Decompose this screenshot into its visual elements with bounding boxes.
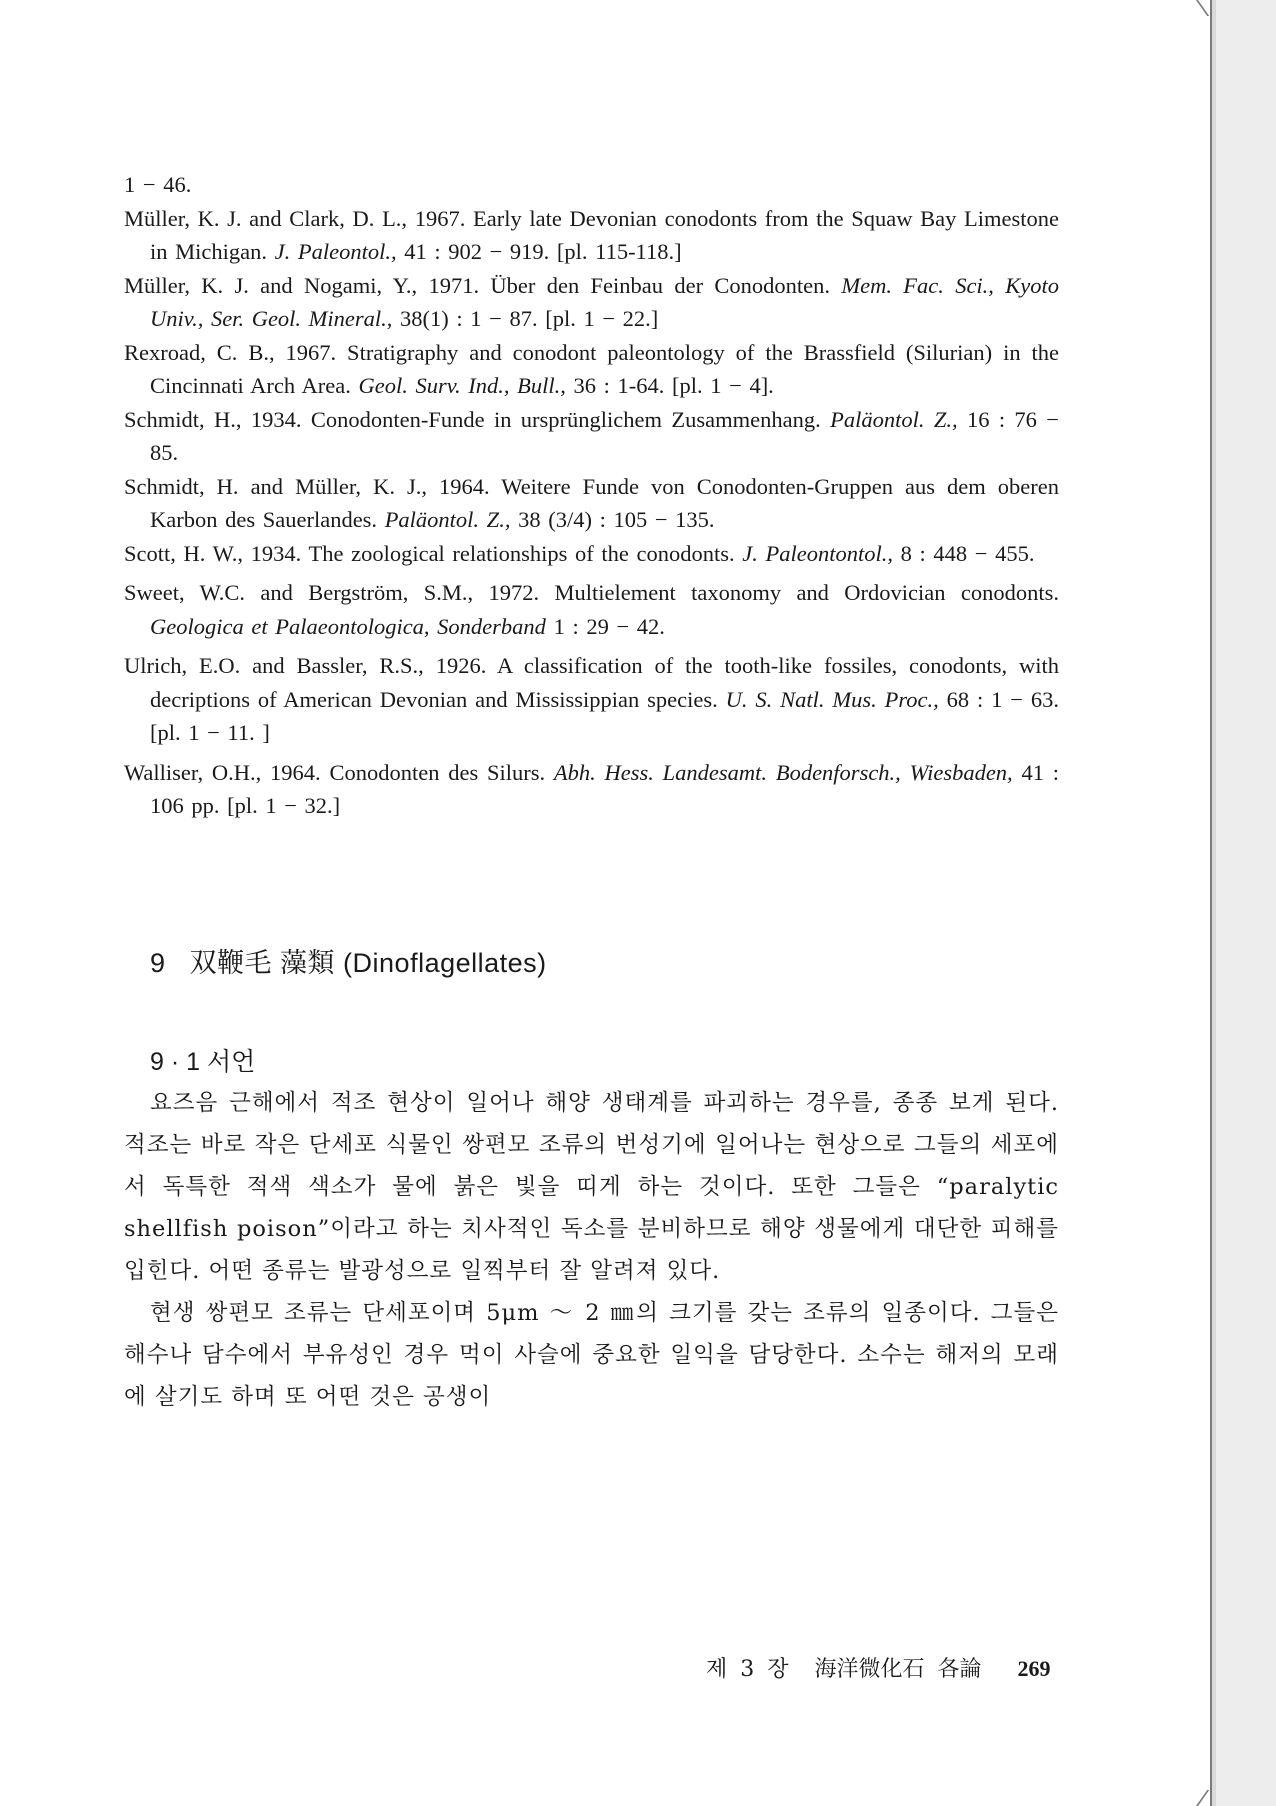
reference-entry: Sweet, W.C. and Bergström, S.M., 1972. Multielement taxonomy and Ordovician conodonts. Geologica et Palaeontologica, Sonderband 1 : 29 − 42.	[124, 580, 1059, 639]
chapter-number: 9	[150, 947, 166, 978]
reference-entry: Schmidt, H. and Müller, K. J., 1964. Weitere Funde von Conodonten-Gruppen aus dem oberen Karbon des Sauerlandes. Paläontol. Z., 38 (3/4) : 105 − 135.	[124, 473, 1059, 532]
reference-lead-line: 1 − 46.	[124, 172, 192, 197]
page-content	[124, 168, 1059, 1418]
paragraph: 요즈음 근해에서 적조 현상이 일어나 해양 생태계를 파괴하는 경우를, 종종 보게 된다. 적조는 바로 작은 단세포 식물인 쌍편모 조류의 번성기에 일어나는 현상으로 그들의 세포에서 독특한 적색 색소가 물에 붉은 빛을 띠게 하는 것이다. 또한 그들은 “paralytic shellfish poison”이라고 하는 치사적인 독소를 분비하므로 해양 생물에게 대단한 피해를 입힌다. 어떤 종류는 발광성으로 일찍부터 잘 알려져 있다.	[124, 1089, 1059, 1284]
chapter-heading	[150, 941, 1059, 980]
reference-entry: Müller, K. J. and Clark, D. L., 1967. Early late Devonian conodonts from the Squaw Bay Limestone in Michigan. J. Paleontol., 41 : 902 − 919. [pl. 115-118.]	[124, 205, 1059, 264]
page-number: 269	[1017, 1656, 1051, 1681]
reference-entry: Rexroad, C. B., 1967. Stratigraphy and conodont paleontology of the Brassfield (Silurian) in the Cincinnati Arch Area. Geol. Surv. Ind., Bull., 36 : 1-64. [pl. 1 − 4].	[124, 339, 1059, 398]
reference-entry: Müller, K. J. and Nogami, Y., 1971. Über den Feinbau der Conodonten. Mem. Fac. Sci., Kyoto Univ., Ser. Geol. Mineral., 38(1) : 1 − 87. [pl. 1 − 22.]	[124, 272, 1059, 331]
reference-entry: Schmidt, H., 1934. Conodonten-Funde in ursprünglichem Zusammenhang. Paläontol. Z., 16 : 76 − 85.	[124, 406, 1059, 465]
section-heading	[150, 1042, 1059, 1078]
reference-entry: Ulrich, E.O. and Bassler, R.S., 1926. A classification of the tooth-like fossiles, conodonts, with decriptions of American Devonian and Mississippian species. U. S. Natl. Mus. Proc., 68 : 1 − 63. [pl. 1 − 11. ]	[124, 653, 1059, 745]
section-title: 서언	[206, 1047, 256, 1076]
chapter-title: 双鞭毛 藻類 (Dinoflagellates)	[189, 947, 547, 978]
body-text	[124, 1082, 1059, 1418]
footer-title: 海洋微化石 各論	[814, 1657, 982, 1682]
reference-entry: Scott, H. W., 1934. The zoological relationships of the conodonts. J. Paleontontol., 8 : 448 − 455.	[124, 540, 1035, 566]
footer-chapter-label: 제 3 장	[706, 1657, 789, 1682]
reference-entry: Walliser, O.H., 1964. Conodonten des Silurs. Abh. Hess. Landesamt. Bodenforsch., Wiesbaden, 41 : 106 pp. [pl. 1 − 32.]	[124, 759, 1059, 818]
section-number: 9 · 1	[150, 1047, 201, 1076]
reference-list	[124, 168, 1059, 823]
page-footer	[706, 1652, 1051, 1683]
paragraph: 현생 쌍편모 조류는 단세포이며 5μm ～ 2 ㎜의 크기를 갖는 조류의 일종이다. 그들은 해수나 담수에서 부유성인 경우 먹이 사슬에 중요한 일익을 담당한다. 소수는 해저의 모래에 살기도 하며 또 어떤 것은 공생이	[124, 1299, 1059, 1410]
